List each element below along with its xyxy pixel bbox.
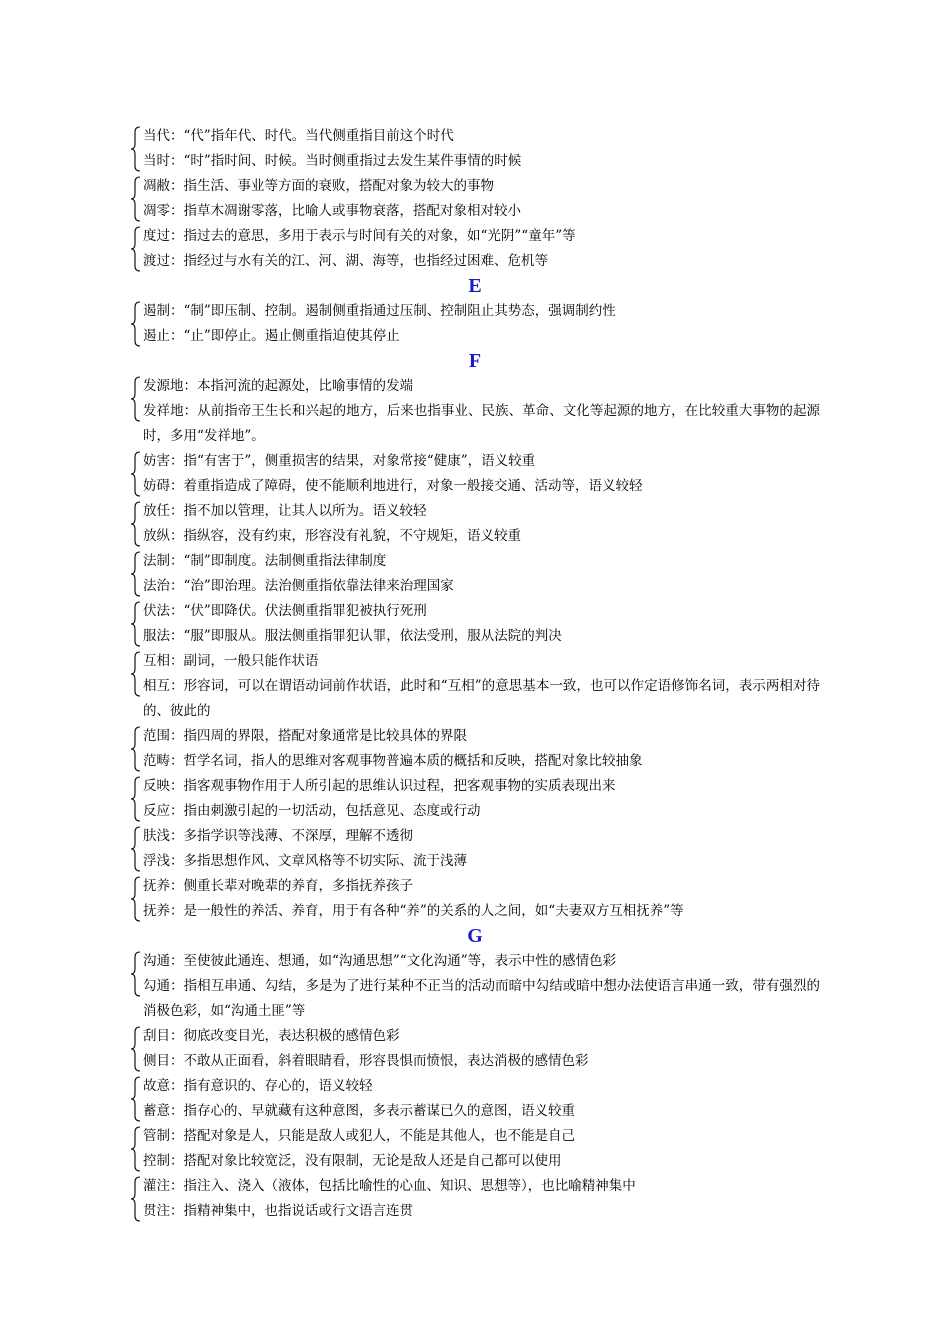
term-entry: 刮目：彻底改变目光，表达积极的感情色彩	[143, 1028, 400, 1044]
term-entry: 浮浅：多指思想作风、文章风格等不切实际、流于浅薄	[143, 853, 467, 869]
term-pair	[130, 124, 820, 174]
term-entry: 勾通：指相互串通、勾结，多是为了进行某种不正当的活动而暗中勾结或暗中想办法使语言串通一致，带有强烈的消极色彩，如“沟通土匪”等	[143, 978, 820, 1019]
term-entry: 法治：“治”即治理。法治侧重指依靠法律来治理国家	[143, 578, 454, 594]
brace-icon	[130, 826, 142, 872]
term-entry: 侧目：不敢从正面看，斜着眼睛看，形容畏惧而愤恨，表达消极的感情色彩	[143, 1053, 589, 1069]
section-letter: E	[468, 275, 482, 297]
term-pair	[130, 374, 820, 449]
term-entry: 伏法：“伏”即降伏。伏法侧重指罪犯被执行死刑	[143, 603, 427, 619]
term-entry: 当时：“时”指时间、时候。当时侧重指过去发生某件事情的时候	[143, 153, 522, 169]
term-pair	[130, 774, 820, 824]
term-pair	[130, 1124, 820, 1174]
term-entry: 反应：指由刺激引起的一切活动，包括意见、态度或行动	[143, 803, 481, 819]
term-entry: 妨害：指“有害于”，侧重损害的结果，对象常接“健康”，语义较重	[143, 453, 536, 469]
term-entry: 范畴：哲学名词，指人的思维对客观事物普遍本质的概括和反映，搭配对象比较抽象	[143, 753, 643, 769]
term-entry: 发源地：本指河流的起源处，比喻事情的发端	[143, 378, 413, 394]
brace-icon	[130, 451, 142, 497]
term-pair	[130, 224, 820, 274]
term-entry: 相互：形容词，可以在谓语动词前作状语，此时和“互相”的意思基本一致，也可以作定语修饰名词，表示两相对待的、彼此的	[143, 678, 820, 719]
brace-icon	[130, 501, 142, 547]
term-entry: 反映：指客观事物作用于人所引起的思维认识过程，把客观事物的实质表现出来	[143, 778, 616, 794]
term-entry: 放纵：指纵容，没有约束，形容没有礼貌，不守规矩，语义较重	[143, 528, 521, 544]
section-letter: G	[467, 925, 483, 947]
term-entry: 范围：指四周的界限，搭配对象通常是比较具体的界限	[143, 728, 467, 744]
term-entry: 灌注：指注入、浇入（液体，包括比喻性的心血、知识、思想等），也比喻精神集中	[143, 1178, 636, 1194]
term-pair	[130, 299, 820, 349]
term-pair	[130, 174, 820, 224]
term-pair	[130, 1024, 820, 1074]
brace-icon	[130, 126, 142, 172]
brace-icon	[130, 1176, 142, 1222]
term-pair	[130, 949, 820, 1024]
term-pair	[130, 549, 820, 599]
term-entry: 肤浅：多指学识等浅薄、不深厚，理解不透彻	[143, 828, 413, 844]
term-entry: 控制：搭配对象比较宽泛，没有限制，无论是敌人还是自己都可以使用	[143, 1153, 562, 1169]
term-entry: 服法：“服”即服从。服法侧重指罪犯认罪，依法受刑，服从法院的判决	[143, 628, 562, 644]
brace-icon	[130, 951, 142, 997]
brace-icon	[130, 601, 142, 647]
term-entry: 沟通：至使彼此通连、想通，如“沟通思想”“文化沟通”等，表示中性的感情色彩	[143, 953, 617, 969]
term-entry: 度过：指过去的意思，多用于表示与时间有关的对象，如“光阴”“童年”等	[143, 228, 576, 244]
term-entry: 法制：“制”即制度。法制侧重指法律制度	[143, 553, 387, 569]
term-entry: 凋零：指草木凋谢零落，比喻人或事物衰落，搭配对象相对较小	[143, 203, 521, 219]
brace-icon	[130, 176, 142, 222]
term-entry: 互相：副词，一般只能作状语	[143, 653, 319, 669]
term-entry: 遏止：“止”即停止。遏止侧重指迫使其停止	[143, 328, 400, 344]
term-entry: 故意：指有意识的、存心的，语义较轻	[143, 1078, 373, 1094]
term-entry: 凋敝：指生活、事业等方面的衰败，搭配对象为较大的事物	[143, 178, 494, 194]
term-pair	[130, 499, 820, 549]
brace-icon	[130, 876, 142, 922]
term-pair	[130, 1174, 820, 1224]
brace-icon	[130, 376, 142, 422]
brace-icon	[130, 651, 142, 697]
term-entry: 遏制：“制”即压制、控制。遏制侧重指通过压制、控制阻止其势态，强调制约性	[143, 303, 616, 319]
term-pair	[130, 599, 820, 649]
term-entry: 渡过：指经过与水有关的江、河、湖、海等，也指经过困难、危机等	[143, 253, 548, 269]
term-entry: 管制：搭配对象是人，只能是敌人或犯人，不能是其他人，也不能是自己	[143, 1128, 575, 1144]
brace-icon	[130, 551, 142, 597]
term-entry: 蓄意：指存心的、早就藏有这种意图，多表示蓄谋已久的意图，语义较重	[143, 1103, 575, 1119]
brace-icon	[130, 1026, 142, 1072]
term-entry: 当代：“代”指年代、时代。当代侧重指目前这个时代	[143, 128, 454, 144]
term-pair	[130, 449, 820, 499]
term-pair	[130, 874, 820, 924]
term-pair	[130, 1074, 820, 1124]
term-pair	[130, 649, 820, 724]
brace-icon	[130, 1126, 142, 1172]
brace-icon	[130, 1076, 142, 1122]
term-entry: 贯注：指精神集中，也指说话或行文语言连贯	[143, 1203, 413, 1219]
brace-icon	[130, 726, 142, 772]
brace-icon	[130, 301, 142, 347]
section-letter: F	[468, 350, 482, 372]
term-pair	[130, 824, 820, 874]
term-entry: 抚养：侧重长辈对晚辈的养育，多指抚养孩子	[143, 878, 413, 894]
term-entry: 发祥地：从前指帝王生长和兴起的地方，后来也指事业、民族、革命、文化等起源的地方，在比较重大事物的起源时，多用“发祥地”。	[143, 403, 820, 444]
term-pair	[130, 724, 820, 774]
term-entry: 抚养：是一般性的养活、养育，用于有各种“养”的关系的人之间，如“夫妻双方互相抚养”等	[143, 903, 684, 919]
term-entry: 放任：指不加以管理，让其人以所为。语义较轻	[143, 503, 427, 519]
brace-icon	[130, 776, 142, 822]
brace-icon	[130, 226, 142, 272]
term-entry: 妨碍：着重指造成了障碍，使不能顺利地进行，对象一般接交通、活动等，语义较轻	[143, 478, 643, 494]
